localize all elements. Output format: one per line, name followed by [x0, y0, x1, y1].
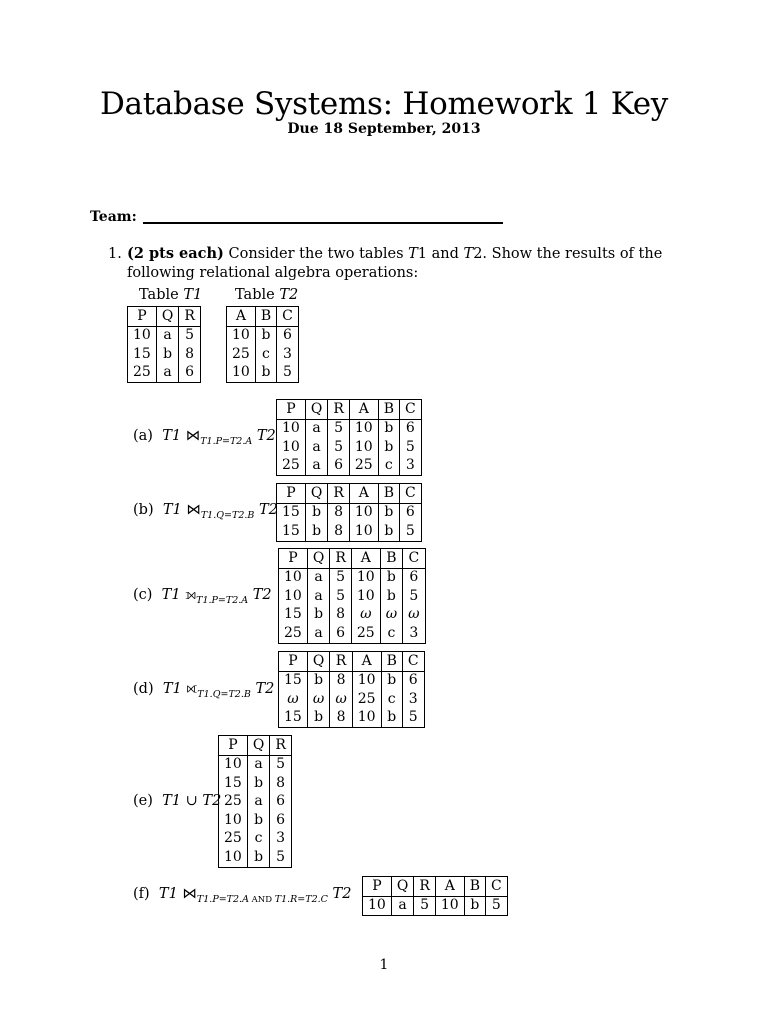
table-cell: 10	[349, 438, 378, 457]
table-cell: 10	[363, 896, 392, 916]
column-header: R	[414, 877, 436, 897]
table-cell: b	[305, 522, 327, 541]
table-row	[227, 326, 299, 345]
table-cell: 8	[330, 671, 352, 690]
table-cell: ω	[403, 606, 425, 625]
table-cell: 8	[179, 345, 201, 364]
table-cell: 10	[279, 587, 308, 606]
team-underline	[143, 222, 503, 224]
table-cell: 6	[277, 326, 299, 345]
column-header: P	[128, 307, 157, 327]
table-cell: 3	[403, 624, 425, 643]
table-row	[128, 345, 201, 364]
table-cell: 5	[485, 896, 507, 916]
table-cell: 25	[352, 690, 381, 709]
table-cell: ω	[351, 606, 380, 625]
table-header-row	[227, 307, 299, 327]
table-cell: 15	[277, 503, 306, 522]
table-cell: 25	[219, 793, 248, 812]
table-cell: ω	[380, 606, 402, 625]
table-cell: a	[305, 419, 327, 438]
column-header: Q	[307, 652, 329, 672]
part-b-label: (b) T1 $⋈_{T1.Q=T2.B}$ T2	[133, 502, 278, 521]
table-cell: a	[307, 568, 329, 587]
table-row	[227, 345, 299, 364]
table-cell: a	[391, 896, 413, 916]
table-cell: 10	[349, 503, 378, 522]
table-header-row	[277, 400, 422, 420]
question-number: 1.	[108, 246, 122, 262]
table-cell: b	[307, 671, 329, 690]
table-cell: 5	[403, 587, 425, 606]
column-header: C	[402, 652, 424, 672]
table-cell: 5	[270, 848, 292, 867]
table-cell: b	[378, 419, 399, 438]
column-header: A	[349, 400, 378, 420]
column-header: A	[435, 877, 464, 897]
table-row	[219, 830, 292, 849]
table-row	[363, 896, 508, 916]
column-header: B	[378, 400, 399, 420]
table-cell: 6	[399, 419, 421, 438]
table-cell: 15	[279, 606, 308, 625]
table-cell: 25	[351, 624, 380, 643]
table-row	[279, 671, 425, 690]
column-header: B	[381, 652, 402, 672]
table-cell: b	[464, 896, 485, 916]
table-cell: b	[307, 606, 329, 625]
page-title: Database Systems: Homework 1 Key	[99, 86, 669, 122]
column-header: Q	[305, 400, 327, 420]
table-cell: b	[380, 587, 402, 606]
result-table-d	[278, 651, 425, 728]
table-t2-caption: Table T2	[235, 287, 299, 303]
table-cell: b	[307, 709, 329, 728]
column-header: P	[363, 877, 392, 897]
table-header-row	[363, 877, 508, 897]
result-table-f	[362, 876, 508, 916]
result-table-b	[276, 483, 422, 542]
table-t1	[127, 306, 201, 383]
table-cell: c	[381, 690, 402, 709]
table-cell: 3	[402, 690, 424, 709]
table-cell: 8	[270, 774, 292, 793]
table-row	[219, 755, 292, 774]
part-d-label: (d) T1 $⟖_{T1.Q=T2.B}$ T2	[133, 681, 275, 700]
table-row	[279, 606, 426, 625]
table-header-row	[277, 484, 422, 504]
table-row	[277, 503, 422, 522]
table-cell: 10	[219, 848, 248, 867]
table-cell: 15	[279, 709, 308, 728]
table-cell: a	[156, 326, 178, 345]
table-cell: 6	[403, 568, 425, 587]
part-f-label: (f) T1 $⋈_{T1.P=T2.A}$ $_{AND}$ $_{T1.R=T2.C}$ T2	[133, 886, 352, 905]
table-cell: b	[247, 774, 269, 793]
table-cell: 10	[128, 326, 157, 345]
table-row	[279, 624, 426, 643]
table-row	[279, 587, 426, 606]
union-icon: ∪	[185, 793, 198, 809]
column-header: R	[330, 549, 352, 569]
column-header: C	[277, 307, 299, 327]
table-cell: 10	[279, 568, 308, 587]
table-cell: 10	[227, 326, 256, 345]
table-cell: b	[378, 522, 399, 541]
table-cell: b	[247, 848, 269, 867]
table-cell: 10	[435, 896, 464, 916]
table-cell: a	[307, 587, 329, 606]
column-header: B	[378, 484, 399, 504]
table-header-row	[279, 652, 425, 672]
table-cell: c	[380, 624, 402, 643]
table-row	[277, 457, 422, 476]
table-cell: 5	[270, 755, 292, 774]
table-cell: 5	[277, 364, 299, 383]
table-cell: 15	[219, 774, 248, 793]
table-cell: 10	[351, 568, 380, 587]
table-header-row	[279, 549, 426, 569]
column-header: C	[399, 400, 421, 420]
table-cell: b	[381, 709, 402, 728]
table-row	[277, 419, 422, 438]
table-cell: 6	[328, 457, 350, 476]
page-number: 1	[379, 957, 389, 973]
table-row	[128, 364, 201, 383]
column-header: R	[328, 400, 350, 420]
due-date: Due 18 September, 2013	[287, 121, 481, 137]
column-header: A	[352, 652, 381, 672]
column-header: B	[255, 307, 276, 327]
column-header: Q	[305, 484, 327, 504]
question-points: (2 pts each)	[127, 245, 224, 262]
column-header: R	[270, 736, 292, 756]
table-cell: a	[247, 793, 269, 812]
column-header: Q	[247, 736, 269, 756]
table-cell: 5	[402, 709, 424, 728]
table-cell: 10	[227, 364, 256, 383]
table-cell: a	[305, 457, 327, 476]
table-cell: 15	[279, 671, 308, 690]
table-cell: c	[378, 457, 399, 476]
table-cell: ω	[330, 690, 352, 709]
table-row	[128, 326, 201, 345]
result-table-c	[278, 548, 426, 644]
result-table-a	[276, 399, 422, 476]
column-header: A	[227, 307, 256, 327]
table-cell: 5	[328, 438, 350, 457]
column-header: C	[403, 549, 425, 569]
table-cell: b	[378, 503, 399, 522]
table-cell: 10	[352, 671, 381, 690]
part-e-label: (e) T1 ∪ T2	[133, 793, 222, 809]
table-row	[227, 364, 299, 383]
table-cell: b	[378, 438, 399, 457]
table-row	[279, 709, 425, 728]
column-header: P	[277, 400, 306, 420]
table-cell: 25	[128, 364, 157, 383]
part-a-label: (a) T1 $⋈_{T1.P=T2.A}$ T2	[133, 428, 276, 447]
column-header: Q	[156, 307, 178, 327]
table-cell: 8	[330, 606, 352, 625]
table-cell: 6	[402, 671, 424, 690]
table-row	[279, 568, 426, 587]
table-cell: 15	[277, 522, 306, 541]
natural-join-icon: ⋈	[185, 428, 201, 444]
table-cell: 6	[179, 364, 201, 383]
table-cell: 8	[330, 709, 352, 728]
table-cell: b	[156, 345, 178, 364]
table-cell: b	[381, 671, 402, 690]
column-header: P	[277, 484, 306, 504]
table-row	[277, 438, 422, 457]
left-outer-join-icon: ⟕	[185, 587, 197, 603]
column-header: R	[179, 307, 201, 327]
table-t1-caption: Table T1	[139, 287, 203, 303]
table-cell: 10	[349, 419, 378, 438]
right-outer-join-icon: ⟖	[186, 681, 198, 697]
column-header: Q	[391, 877, 413, 897]
table-row	[219, 793, 292, 812]
table-cell: 10	[219, 755, 248, 774]
table-cell: a	[307, 624, 329, 643]
team-label: Team:	[90, 209, 137, 225]
column-header: B	[380, 549, 402, 569]
column-header: P	[279, 549, 308, 569]
table-cell: 3	[270, 830, 292, 849]
natural-join-icon: ⋈	[182, 886, 197, 902]
table-t2	[226, 306, 299, 383]
table-row	[219, 774, 292, 793]
table-cell: 10	[277, 419, 306, 438]
table-cell: 5	[414, 896, 436, 916]
table-cell: 5	[179, 326, 201, 345]
natural-join-icon: ⋈	[186, 502, 201, 518]
table-cell: 10	[277, 438, 306, 457]
table-cell: c	[247, 830, 269, 849]
table-row	[219, 811, 292, 830]
column-header: P	[279, 652, 308, 672]
table-cell: 5	[328, 419, 350, 438]
column-header: A	[351, 549, 380, 569]
table-cell: a	[156, 364, 178, 383]
table-cell: 6	[270, 793, 292, 812]
table-row	[279, 690, 425, 709]
table-cell: 10	[351, 587, 380, 606]
table-cell: 5	[330, 587, 352, 606]
table-cell: 25	[349, 457, 378, 476]
table-cell: ω	[279, 690, 308, 709]
column-header: Q	[307, 549, 329, 569]
table-cell: 3	[277, 345, 299, 364]
table-header-row	[219, 736, 292, 756]
column-header: R	[328, 484, 350, 504]
table-header-row	[128, 307, 201, 327]
table-row	[277, 522, 422, 541]
table-cell: 10	[349, 522, 378, 541]
column-header: C	[399, 484, 421, 504]
table-cell: 25	[227, 345, 256, 364]
table-cell: 6	[270, 811, 292, 830]
table-cell: 10	[352, 709, 381, 728]
table-cell: 5	[330, 568, 352, 587]
table-row	[219, 848, 292, 867]
table-cell: ω	[307, 690, 329, 709]
table-cell: 8	[328, 522, 350, 541]
table-cell: a	[247, 755, 269, 774]
result-table-e	[218, 735, 292, 868]
part-c-label: (c) T1 $⟕_{T1.P=T2.A}$ T2	[133, 587, 272, 606]
table-cell: a	[305, 438, 327, 457]
table-cell: 25	[279, 624, 308, 643]
table-cell: b	[255, 364, 276, 383]
column-header: C	[485, 877, 507, 897]
table-cell: 25	[277, 457, 306, 476]
table-cell: 25	[219, 830, 248, 849]
column-header: A	[349, 484, 378, 504]
table-cell: 6	[399, 503, 421, 522]
column-header: R	[330, 652, 352, 672]
table-cell: c	[255, 345, 276, 364]
table-cell: 6	[330, 624, 352, 643]
table-cell: 15	[128, 345, 157, 364]
column-header: B	[464, 877, 485, 897]
table-cell: b	[380, 568, 402, 587]
table-cell: 5	[399, 438, 421, 457]
table-cell: 5	[399, 522, 421, 541]
table-cell: b	[305, 503, 327, 522]
table-cell: 3	[399, 457, 421, 476]
table-cell: 8	[328, 503, 350, 522]
table-cell: 10	[219, 811, 248, 830]
column-header: P	[219, 736, 248, 756]
question-text: (2 pts each) Consider the two tables T1 and T2. Show the results of the following relational algebra operations:	[127, 245, 663, 281]
table-cell: b	[255, 326, 276, 345]
table-cell: b	[247, 811, 269, 830]
